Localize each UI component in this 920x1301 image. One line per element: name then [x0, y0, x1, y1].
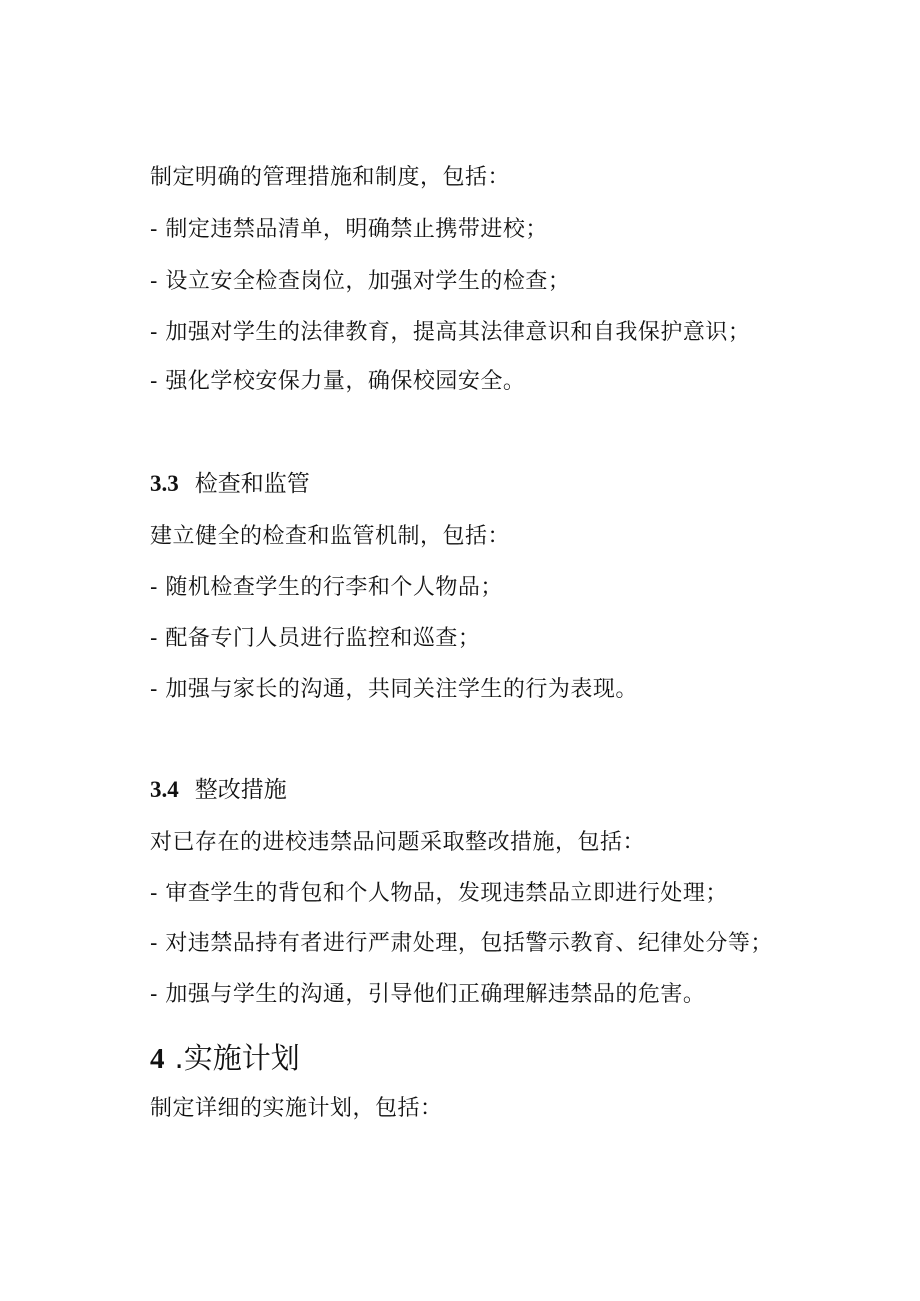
section-3-3-list-item: - 随机检查学生的行李和个人物品； — [150, 575, 503, 600]
section-title: 整改措施 — [194, 777, 287, 803]
section-3-4-paragraph: 对已存在的进校违禁品问题采取整改措施，包括： — [150, 830, 646, 855]
section-4-paragraph: 制定详细的实施计划，包括： — [150, 1096, 443, 1121]
section-number: 3.3 — [150, 471, 179, 496]
intro-list-item: - 加强对学生的法律教育，提高其法律意识和自我保护意识； — [150, 320, 751, 345]
intro-paragraph: 制定明确的管理措施和制度，包括： — [150, 165, 511, 190]
section-heading-3-4 — [150, 775, 287, 805]
section-3-3-list-item: - 配备专门人员进行监控和巡查； — [150, 626, 481, 651]
section-title: .实施计划 — [174, 1041, 300, 1075]
section-heading-4 — [150, 1040, 300, 1077]
section-3-4-list-item: - 对违禁品持有者进行严肃处理，包括警示教育、纪律处分等； — [150, 931, 773, 956]
intro-list-item: - 制定违禁品清单，明确禁止携带进校； — [150, 217, 548, 242]
section-3-3-paragraph: 建立健全的检查和监管机制，包括： — [150, 524, 511, 549]
section-number: 4 — [150, 1043, 165, 1075]
intro-list-item: - 设立安全检查岗位，加强对学生的检查； — [150, 269, 571, 294]
section-3-4-list-item: - 加强与学生的沟通，引导他们正确理解违禁品的危害。 — [150, 982, 706, 1007]
intro-list-item: - 强化学校安保力量，确保校园安全。 — [150, 369, 526, 394]
section-3-4-list-item: - 审查学生的背包和个人物品，发现违禁品立即进行处理； — [150, 881, 728, 906]
section-heading-3-3 — [150, 469, 310, 499]
section-title: 检查和监管 — [194, 471, 310, 497]
section-number: 3.4 — [150, 777, 179, 802]
section-3-3-list-item: - 加强与家长的沟通，共同关注学生的行为表现。 — [150, 677, 638, 702]
